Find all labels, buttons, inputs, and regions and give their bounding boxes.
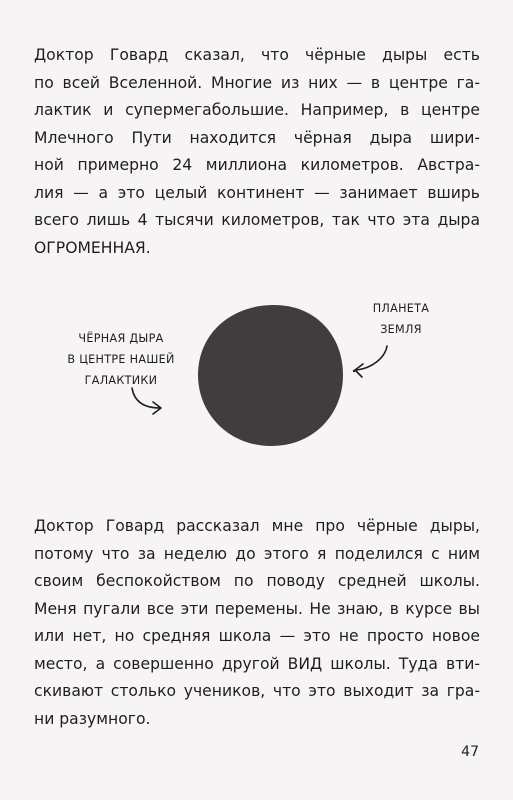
earth-dot (353, 370, 355, 372)
black-hole-arrow-head (153, 402, 161, 414)
black-hole-arrow (132, 388, 160, 408)
text-line: всего лишь 4 тысячи километров, так что эта дыра (34, 211, 480, 229)
text-line: потому что за неделю до этого я поделился с ним (34, 544, 480, 563)
text-line: ни разумного. (34, 709, 151, 728)
text-line: ОГРОМЕННАЯ. (34, 238, 151, 257)
label-line: ПЛАНЕТА (372, 302, 430, 315)
paragraph-2 (34, 513, 480, 733)
earth-arrow-head (355, 364, 363, 377)
black-hole-circle (198, 305, 343, 446)
label-line: ЗЕМЛЯ (380, 323, 422, 336)
text-line: место, а совершенно другой ВИД школы. Туда вти- (34, 654, 480, 673)
text-line: или нет, но средняя школа — это не просто новое (34, 627, 480, 645)
earth-arrow (357, 346, 387, 370)
text-line: Млечного Пути находится чёрная дыра шири- (34, 128, 480, 147)
black-hole-label (58, 328, 184, 391)
text-line: Меня пугали все эти перемены. Не знаю, в курсе вы (34, 599, 480, 618)
earth-label (366, 298, 436, 340)
text-line: Доктор Говард рассказал мне про чёрные дыры, (34, 517, 480, 535)
text-line: ной примерно 24 миллиона километров. Австра- (34, 156, 480, 174)
text-line: своим беспокойством по поводу средней школы. (34, 572, 480, 590)
text-line: лактик и супермегабольшие. Например, в центре (34, 101, 480, 119)
label-line: В ЦЕНТРЕ НАШЕЙ (67, 353, 175, 366)
text-line: по всей Вселенной. Многие из них — в центре га- (34, 73, 480, 92)
text-line: скивают столько учеников, что это выходит за гра- (34, 682, 480, 700)
label-line: ГАЛАКТИКИ (84, 374, 158, 387)
page-number: 47 (461, 744, 479, 760)
paragraph-1 (34, 42, 480, 262)
text-line: Доктор Говард сказал, что чёрные дыры есть (34, 46, 480, 64)
text-line: лия — а это целый континент — занимает вширь (34, 183, 480, 202)
label-line: ЧЁРНАЯ ДЫРА (78, 332, 164, 345)
